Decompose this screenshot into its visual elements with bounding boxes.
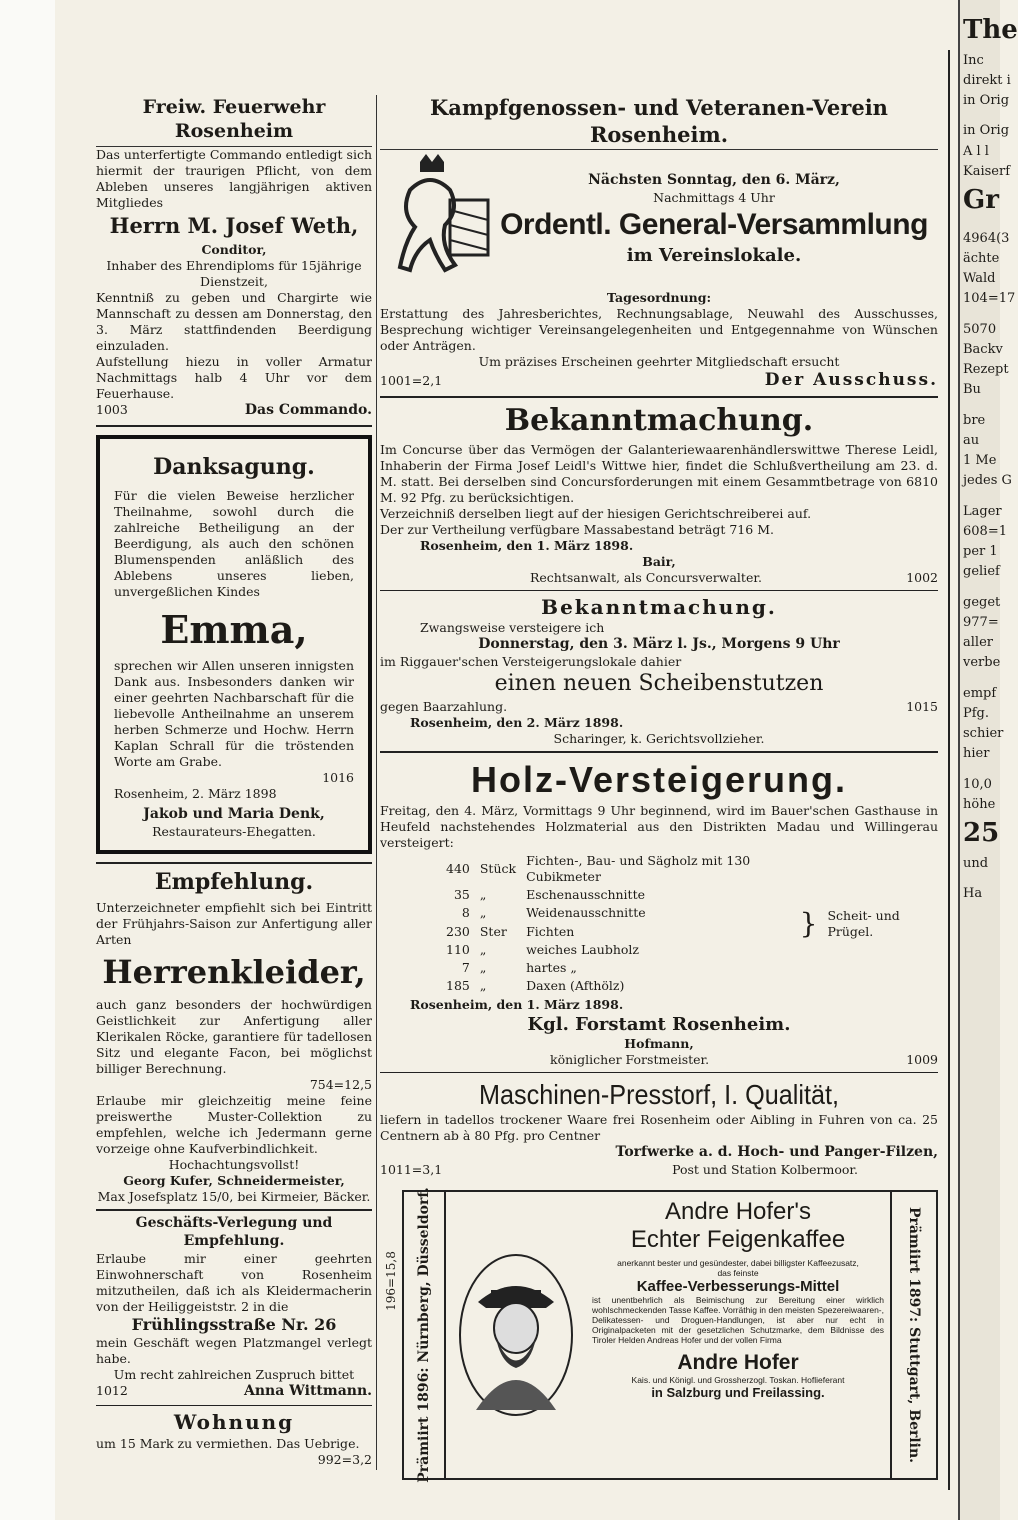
ad-title: Wohnung: [173, 1410, 295, 1435]
ad-title: Freiw. Feuerwehr Rosenheim: [96, 95, 372, 147]
ad-verlegung: [96, 1215, 372, 1401]
ad-hofer-wrap: [380, 1184, 938, 1484]
divider: [380, 396, 938, 398]
scan-margin: [0, 0, 55, 1520]
ad-signature: Bair,: [642, 553, 676, 569]
edge-fragment: 104=17: [963, 291, 1016, 307]
table-cell: Ster: [479, 923, 507, 939]
edge-fragment: schier: [963, 726, 1004, 741]
ad-hofer: [402, 1187, 938, 1484]
ad-title: Danksagung.: [153, 454, 315, 481]
edge-fragment: bre: [963, 412, 986, 428]
lion-emblem-icon: [380, 150, 490, 290]
table-row: [442, 960, 796, 976]
ad-name: Herrn M. Josef Weth,: [109, 212, 359, 238]
ad-text: im Vereinslokale.: [626, 245, 802, 267]
table-cell: 7: [461, 960, 470, 976]
ad-headline: einen neuen Scheibenstutzen: [494, 671, 824, 697]
table-cell: hartes „: [526, 960, 577, 976]
ad-presstorf: [380, 1077, 938, 1179]
divider: [380, 590, 938, 591]
table-row: [442, 905, 796, 921]
award-left: [404, 1187, 446, 1484]
ad-title: Bekanntmachung.: [504, 402, 814, 438]
ad-bekanntmachung-1: [380, 402, 938, 586]
ad-text: mein Geschäft wegen Platzmangel verlegt habe.: [96, 1335, 372, 1367]
ad-text: das feinste: [717, 1268, 759, 1279]
edge-fragment: The: [963, 15, 1018, 45]
ad-text: Post und Station Kolbermoor.: [672, 1162, 858, 1178]
award-right: [890, 1192, 936, 1478]
ad-text: Erstattung des Jahresberichtes, Rechnungsablage, Neuwahl des Ausschusses, Besprechung wichtiger Vereinsangelegenheiten und Entgegennahme von Wünschen oder Anträgen.: [380, 305, 938, 353]
edge-fragment: Rezept: [963, 362, 1009, 377]
ad-date: Rosenheim, den 1. März 1898.: [420, 537, 634, 553]
ad-text: Im Concurse über das Vermögen der Galanteriewaarenhändlerswittwe Therese Leidl, Inhaberin der Firma Josef Leidl's Wittwe hier, findet die Schlußvertheilung am 23. d. M. statt. Bei derselben sind Concursforderungen mit einem Gesammtbetrage von 6810 M. 92 Pfg. zu berücksichtigen.: [380, 441, 938, 505]
divider: [96, 1209, 372, 1211]
ad-text: auch ganz besonders der hochwürdigen Geistlichkeit zur Anfertigung aller Klerikalen Röcke, garantiere für tadellosen Sitz und elegante Facon, bei möglichst billiger Berechnung.: [96, 997, 372, 1077]
edge-fragment: A l l: [963, 143, 989, 159]
table-row: [442, 924, 796, 940]
ad-number: 1015: [906, 698, 938, 714]
page-rule: [948, 50, 950, 1490]
ad-date: Rosenheim, den 2. März 1898.: [410, 714, 624, 730]
table-row: [442, 942, 796, 958]
divider: [380, 1072, 938, 1073]
table-cell: weiches Laubholz: [526, 941, 639, 957]
ad-number: 1003: [96, 401, 128, 417]
ad-text: Nachmittags 4 Uhr: [653, 189, 775, 205]
edge-fragment: au: [963, 432, 980, 448]
edge-fragment: höhe: [963, 796, 996, 812]
edge-fragment: Pfg.: [963, 705, 990, 721]
ad-text: liefern in tadellos trockener Waare frei Rosenheim oder Aibling in Fuhren von ca. 25 Centnern ab à 80 Pfg. pro Centner: [380, 1112, 938, 1144]
award-text: Prämiirt 1897: Stuttgart, Berlin.: [906, 1207, 922, 1464]
ad-text: Restaurateurs-Ehegatten.: [152, 824, 316, 840]
ad-text: Tagesordnung:: [606, 289, 712, 305]
table-cell: 440: [446, 860, 470, 876]
table-cell: 35: [453, 887, 470, 903]
ad-text: Conditor,: [201, 241, 267, 257]
ad-number: 1012: [96, 1383, 128, 1399]
ad-title: Holz-Versteigerung.: [470, 758, 848, 800]
edge-fragment: 977=: [963, 614, 999, 630]
ad-text: im Riggauer'schen Versteigerungslokale dahier: [380, 654, 682, 670]
edge-fragment: empf: [963, 685, 997, 701]
ad-text: um 15 Mark zu vermiethen. Das Uebrige.: [96, 1435, 360, 1451]
table-cell: Stück: [479, 860, 517, 876]
ad-number: 196=15,8: [384, 1251, 398, 1312]
divider: [380, 751, 938, 753]
ad-text: gegen Baarzahlung.: [380, 698, 508, 714]
edge-fragment: hier: [963, 746, 990, 762]
edge-fragment: Ha: [963, 885, 983, 901]
ad-text: Scheit- und Prügel.: [827, 907, 900, 939]
ad-danksagung: [96, 435, 372, 854]
table-cell: „: [479, 905, 487, 921]
edge-fragment: jedes G: [963, 473, 1012, 489]
ad-signature: Hofmann,: [624, 1035, 694, 1051]
left-column: [96, 95, 372, 1468]
table-cell: Daxen (Afthölz): [526, 978, 625, 994]
ad-title: Maschinen-Presstorf, I. Qualität,: [479, 1078, 839, 1110]
portrait-icon: [446, 1192, 586, 1478]
ad-number: 1002: [906, 569, 938, 585]
edge-fragment: Gr: [963, 185, 999, 215]
edge-fragment: 4964(3: [963, 230, 1010, 246]
table-cell: Fichten-, Bau- und Sägholz mit 130 Cubikmeter: [526, 852, 751, 884]
ad-bekanntmachung-2: [380, 595, 938, 747]
ad-kampfgenossen: [380, 95, 938, 392]
column-rule: [376, 95, 377, 1470]
ad-text: Erlaube mir einer geehrten Einwohnerschaft von Rosenheim mitzutheilen, daß ich als Kleidermacherin von der Heiliggeiststr. 2 in die: [96, 1251, 372, 1315]
ad-title: Kampfgenossen- und Veteranen-Verein Rosenheim.: [380, 95, 938, 150]
table-cell: 8: [461, 905, 470, 921]
ad-headline: Ordentl. General-Versammlung: [500, 207, 928, 241]
ad-text: Zwangsweise versteigere ich: [420, 620, 605, 636]
ad-text: Inhaber des Ehrendiploms für 15jährige Dienstzeit,: [106, 257, 362, 289]
table-cell: „: [479, 960, 487, 976]
table-cell: 185: [446, 978, 470, 994]
table-cell: „: [479, 978, 487, 994]
table-cell: 110: [446, 941, 470, 957]
ad-signature: Georg Kufer, Schneidermeister,: [123, 1173, 345, 1189]
edge-fragment: verbe: [963, 655, 1001, 671]
ad-number: 754=12,5: [309, 1077, 372, 1093]
table-row: [442, 978, 796, 994]
ad-brand: Andre Hofer: [677, 1351, 799, 1375]
ad-text: Der zur Vertheilung verfügbare Massabestand beträgt 716 M.: [380, 521, 774, 537]
ad-signature: Der Ausschuss.: [764, 369, 938, 390]
ad-text: Kaffee-Verbesserungs-Mittel: [636, 1278, 840, 1296]
edge-fragment: 608=1: [963, 523, 1007, 539]
ad-title: Bekanntmachung.: [541, 594, 777, 619]
divider: [96, 1405, 372, 1406]
edge-fragment: gelief: [963, 564, 1000, 580]
edge-fragment: in Orig: [963, 123, 1010, 139]
ad-text: Verzeichniß derselben liegt auf der hiesigen Gerichtschreiberei auf.: [380, 505, 812, 521]
ad-text: Unterzeichneter empfiehlt sich bei Eintritt der Frühjahrs-Saison zur Anfertigung aller Arten: [96, 900, 372, 948]
edge-fragment: Inc: [963, 52, 984, 68]
ad-text: Um präzises Erscheinen geehrter Mitgliedschaft ersucht: [478, 353, 840, 369]
edge-fragment: geget: [963, 594, 1001, 610]
ad-title: Empfehlung.: [154, 869, 314, 896]
edge-fragment: aller: [963, 635, 993, 650]
edge-fragment: Wald: [963, 271, 996, 286]
ad-text: Erlaube mir gleichzeitig meine feine preiswerthe Muster-Collektion zu empfehlen, welche ich Jedermann gerne vorzeige ohne Kaufverbindlichkeit.: [96, 1093, 372, 1157]
table-row: [442, 887, 796, 903]
divider: [96, 862, 372, 864]
ad-text: Das unterfertigte Commando entledigt sich hiermit der traurigen Pflicht, von dem Ableben unseres langjährigen aktiven Mitgliedes: [96, 146, 372, 210]
ad-date: Nächsten Sonntag, den 6. März,: [588, 172, 840, 189]
edge-fragment: direkt i: [963, 72, 1011, 88]
edge-fragment: und: [963, 855, 989, 871]
ad-signature: Scharinger, k. Gerichtsvollzieher.: [553, 730, 765, 746]
ad-wohnung: [96, 1410, 372, 1468]
ad-text: Um recht zahlreichen Zuspruch bittet: [113, 1367, 355, 1383]
award-text: Prämiirt 1896: Nürnberg, Düsseldorf.: [416, 1187, 432, 1484]
ad-signature: Jakob und Maria Denk,: [143, 806, 325, 823]
ad-headline: Frühlingsstraße Nr. 26: [131, 1315, 337, 1335]
ad-text: in Salzburg und Freilassing.: [651, 1385, 825, 1401]
ad-number: 1016: [322, 770, 354, 786]
edge-fragment: 10,0: [963, 776, 992, 792]
ad-signature: Kgl. Forstamt Rosenheim.: [527, 1013, 791, 1035]
ad-name: Emma,: [160, 606, 308, 652]
edge-fragment: per 1: [963, 544, 998, 559]
ad-number: 992=3,2: [317, 1451, 372, 1467]
ad-text: Kais. und Königl. und Grossherzogl. Toskan. Hoflieferant: [631, 1375, 845, 1386]
ad-text: Rechtsanwalt, als Concursverwalter.: [530, 569, 762, 585]
edge-fragment: Backv: [963, 341, 1003, 357]
ad-text: Für die vielen Beweise herzlicher Theilnahme, sowohl durch die zahlreiche Betheiligung an der Beerdigung, als auch den schönen Blumenspenden anläßlich des Ablebens unseres lieben, unvergeßlichen Kindes: [114, 487, 354, 599]
ad-date: Donnerstag, den 3. März l. Js., Morgens 9 Uhr: [478, 636, 840, 653]
table-cell: 230: [446, 923, 470, 939]
ad-number: 1011=3,1: [380, 1162, 443, 1178]
ad-address: Max Josefsplatz 15/0, bei Kirmeier, Bäcker.: [97, 1189, 371, 1205]
ad-text: sprechen wir Allen unseren innigsten Dank aus. Insbesonders danken wir einer geehrten Nachbarschaft für die liebevolle Antheilnahme an unserem herben Schmerze und Hochw. Herrn Kaplan Schrall für die tröstenden Worte am Grabe.: [114, 658, 354, 770]
edge-fragment: in Orig: [963, 93, 1010, 108]
ad-feuerwehr: [96, 95, 372, 419]
ad-number: 1001=2,1: [380, 372, 443, 388]
ad-title: Geschäfts-Verlegung und Empfehlung.: [135, 1215, 333, 1250]
ad-number: 1009: [906, 1051, 938, 1067]
edge-fragment: 1 Me: [963, 453, 997, 468]
adjacent-page-edge: [958, 0, 1018, 1520]
table-cell: Weidenausschnitte: [526, 905, 646, 921]
brace: }: [799, 906, 818, 940]
ad-title: Andre Hofer's: [665, 1198, 811, 1226]
edge-fragment: Lager: [963, 503, 1002, 519]
table-cell: „: [479, 941, 487, 957]
right-column: [380, 95, 938, 1484]
edge-fragment: Kaiserf: [963, 163, 1011, 179]
ad-signature: Anna Wittmann.: [243, 1383, 372, 1400]
ad-signature: Torfwerke a. d. Hoch- und Panger-Filzen,: [615, 1144, 938, 1161]
ad-text: Kenntniß zu geben und Chargirte wie Mannschaft zu dessen am Donnerstag, den 3. März stattfindenden Beerdigung einzuladen.: [96, 289, 372, 353]
ad-holz-versteigerung: [380, 757, 938, 1068]
ad-date: Rosenheim, 2. März 1898: [114, 786, 277, 802]
table-cell: Fichten: [526, 923, 575, 939]
edge-fragment: ächte: [963, 250, 1000, 266]
ad-empfehlung: [96, 868, 372, 1205]
divider: [96, 425, 372, 427]
ad-title: Echter Feigenkaffee: [630, 1226, 846, 1254]
table-row: [442, 853, 796, 886]
ad-text: königlicher Forstmeister.: [550, 1051, 710, 1067]
edge-fragment: Bu: [963, 382, 981, 398]
ad-headline: Herrenkleider,: [102, 953, 366, 992]
table-cell: „: [479, 887, 487, 903]
ad-body: [586, 1192, 890, 1478]
ad-text: Hochachtungsvollst!: [168, 1157, 300, 1173]
ad-text: Freitag, den 4. März, Vormittags 9 Uhr beginnend, wird im Bauer'schen Gasthause in Heufeld nachstehendes Holzmaterial aus den Distrikten Madau und Willingerau versteigert:: [380, 802, 938, 850]
table-cell: Eschenausschnitte: [526, 887, 645, 903]
ad-text: Aufstellung hiezu in voller Armatur Nachmittags halb 4 Uhr vor dem Feuerhause.: [96, 353, 372, 401]
ad-date: Rosenheim, den 1. März 1898.: [410, 996, 624, 1012]
edge-fragment: 5070: [963, 321, 997, 337]
ad-signature: Das Commando.: [244, 401, 372, 418]
wood-table: [440, 851, 798, 997]
ad-text: ist unentbehrlich als Beimischung zur Bereitung einer wirklich wohlschmeckenden Tasse Kaffee. Vorräthig in den meisten Spezereiwaaren-, Delikatessen- und Droguen-Handlungen, ist aber nur echt in Originalpacketen mit der gesetzlichen Schutzmarke, dem Bildnisse des Tiroler Helden Andreas Hofer und der vollen Firma: [592, 1295, 884, 1346]
ad-text: anerkannt bester und gesündester, dabei billigster Kaffeezusatz,: [617, 1258, 859, 1269]
edge-fragment: 25: [963, 818, 1000, 848]
